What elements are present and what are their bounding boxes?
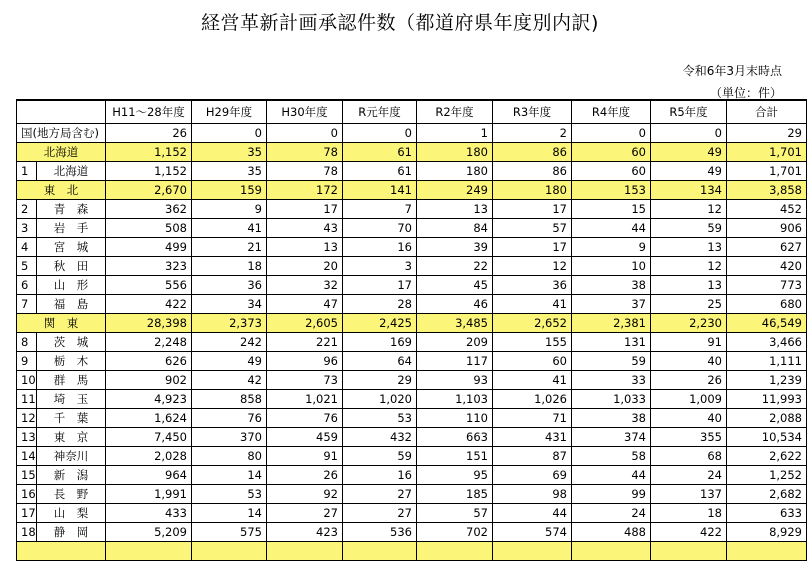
value-cell: 46	[417, 295, 493, 314]
value-cell: 41	[192, 219, 267, 238]
table-body	[17, 124, 807, 561]
value-cell: 432	[343, 428, 417, 447]
value-cell: 70	[343, 219, 417, 238]
value-cell: 17	[493, 238, 572, 257]
value-cell: 1,624	[106, 409, 192, 428]
value-cell	[651, 542, 727, 561]
value-cell: 14	[192, 504, 267, 523]
value-cell: 2,622	[727, 447, 807, 466]
region-name: 北海道	[17, 143, 106, 162]
value-cell: 15	[572, 200, 651, 219]
value-cell: 536	[343, 523, 417, 542]
value-cell	[493, 542, 572, 561]
value-cell: 4,923	[106, 390, 192, 409]
value-cell: 26	[267, 466, 343, 485]
table-row	[17, 428, 807, 447]
row-number: 7	[17, 295, 37, 314]
value-cell: 91	[651, 333, 727, 352]
value-cell: 39	[417, 238, 493, 257]
value-cell: 40	[651, 409, 727, 428]
value-cell: 180	[493, 181, 572, 200]
value-cell: 27	[343, 504, 417, 523]
value-cell: 41	[493, 295, 572, 314]
value-cell: 433	[106, 504, 192, 523]
column-header: R5年度	[651, 100, 727, 124]
value-cell: 24	[651, 466, 727, 485]
table-row	[17, 333, 807, 352]
table-row	[17, 390, 807, 409]
value-cell: 499	[106, 238, 192, 257]
value-cell: 53	[192, 485, 267, 504]
value-cell: 0	[343, 124, 417, 143]
value-cell: 3,858	[727, 181, 807, 200]
column-header: 合計	[727, 100, 807, 124]
value-cell: 71	[493, 409, 572, 428]
value-cell: 44	[572, 466, 651, 485]
value-cell: 1,239	[727, 371, 807, 390]
value-cell: 36	[192, 276, 267, 295]
value-cell: 185	[417, 485, 493, 504]
value-cell: 1,026	[493, 390, 572, 409]
value-cell: 61	[343, 143, 417, 162]
table-row	[17, 200, 807, 219]
value-cell: 431	[493, 428, 572, 447]
value-cell: 57	[417, 504, 493, 523]
table-row	[17, 485, 807, 504]
table-row	[17, 257, 807, 276]
value-cell: 10,534	[727, 428, 807, 447]
value-cell: 37	[572, 295, 651, 314]
value-cell: 28	[343, 295, 417, 314]
region-name: 東 北	[17, 181, 106, 200]
row-number: 8	[17, 333, 37, 352]
value-cell: 13	[267, 238, 343, 257]
value-cell: 556	[106, 276, 192, 295]
row-number: 10	[17, 371, 37, 390]
value-cell: 452	[727, 200, 807, 219]
table-row	[17, 162, 807, 181]
value-cell: 5,209	[106, 523, 192, 542]
value-cell: 153	[572, 181, 651, 200]
prefecture-name: 岩 手	[37, 219, 106, 238]
value-cell: 17	[343, 276, 417, 295]
value-cell: 459	[267, 428, 343, 447]
prefecture-name: 新 潟	[37, 466, 106, 485]
value-cell: 0	[267, 124, 343, 143]
value-cell: 8,929	[727, 523, 807, 542]
value-cell: 80	[192, 447, 267, 466]
value-cell: 14	[192, 466, 267, 485]
value-cell: 1,111	[727, 352, 807, 371]
value-cell: 38	[572, 276, 651, 295]
row-number: 9	[17, 352, 37, 371]
value-cell: 2,670	[106, 181, 192, 200]
region-row	[17, 542, 807, 561]
row-number: 11	[17, 390, 37, 409]
value-cell: 2,373	[192, 314, 267, 333]
value-cell: 420	[727, 257, 807, 276]
value-cell: 99	[572, 485, 651, 504]
value-cell: 46,549	[727, 314, 807, 333]
value-cell: 59	[651, 219, 727, 238]
value-cell: 773	[727, 276, 807, 295]
value-cell: 663	[417, 428, 493, 447]
region-name	[17, 542, 106, 561]
value-cell: 12	[651, 257, 727, 276]
value-cell: 49	[651, 143, 727, 162]
table-row	[17, 523, 807, 542]
value-cell: 45	[417, 276, 493, 295]
value-cell: 64	[343, 352, 417, 371]
value-cell: 9	[192, 200, 267, 219]
prefecture-name: 埼 玉	[37, 390, 106, 409]
value-cell: 1,033	[572, 390, 651, 409]
region-row	[17, 181, 807, 200]
row-number: 18	[17, 523, 37, 542]
value-cell: 32	[267, 276, 343, 295]
value-cell: 1,103	[417, 390, 493, 409]
value-cell: 1,021	[267, 390, 343, 409]
value-cell: 21	[192, 238, 267, 257]
value-cell: 60	[493, 352, 572, 371]
prefecture-name: 青 森	[37, 200, 106, 219]
value-cell: 93	[417, 371, 493, 390]
value-cell: 137	[651, 485, 727, 504]
value-cell: 633	[727, 504, 807, 523]
value-cell: 858	[192, 390, 267, 409]
value-cell: 98	[493, 485, 572, 504]
value-cell: 12	[493, 257, 572, 276]
value-cell	[572, 542, 651, 561]
value-cell: 1,009	[651, 390, 727, 409]
prefecture-name: 千 葉	[37, 409, 106, 428]
value-cell: 7	[343, 200, 417, 219]
value-cell: 58	[572, 447, 651, 466]
value-cell: 43	[267, 219, 343, 238]
value-cell: 209	[417, 333, 493, 352]
value-cell	[727, 542, 807, 561]
table-row	[17, 295, 807, 314]
value-cell: 73	[267, 371, 343, 390]
row-number: 3	[17, 219, 37, 238]
prefecture-name: 宮 城	[37, 238, 106, 257]
value-cell: 1,252	[727, 466, 807, 485]
value-cell: 16	[343, 238, 417, 257]
value-cell: 151	[417, 447, 493, 466]
unit-label: （単位：件）	[709, 86, 782, 100]
value-cell: 69	[493, 466, 572, 485]
value-cell: 221	[267, 333, 343, 352]
value-cell	[267, 542, 343, 561]
value-cell: 13	[417, 200, 493, 219]
value-cell: 78	[267, 162, 343, 181]
value-cell: 362	[106, 200, 192, 219]
value-cell: 134	[651, 181, 727, 200]
value-cell: 9	[572, 238, 651, 257]
value-cell: 18	[651, 504, 727, 523]
value-cell: 24	[572, 504, 651, 523]
value-cell: 26	[106, 124, 192, 143]
value-cell: 27	[267, 504, 343, 523]
value-cell: 2,381	[572, 314, 651, 333]
value-cell: 13	[651, 238, 727, 257]
value-cell: 575	[192, 523, 267, 542]
table-row	[17, 466, 807, 485]
value-cell	[106, 542, 192, 561]
value-cell: 49	[192, 352, 267, 371]
value-cell: 964	[106, 466, 192, 485]
row-number: 4	[17, 238, 37, 257]
national-row	[17, 124, 807, 143]
prefecture-name: 福 島	[37, 295, 106, 314]
value-cell: 76	[267, 409, 343, 428]
value-cell: 2	[493, 124, 572, 143]
value-cell: 53	[343, 409, 417, 428]
value-cell: 1,701	[727, 143, 807, 162]
value-cell: 92	[267, 485, 343, 504]
value-cell	[343, 542, 417, 561]
value-cell: 902	[106, 371, 192, 390]
value-cell: 3,466	[727, 333, 807, 352]
value-cell: 59	[343, 447, 417, 466]
value-cell: 40	[651, 352, 727, 371]
value-cell: 906	[727, 219, 807, 238]
row-number: 6	[17, 276, 37, 295]
value-cell: 86	[493, 143, 572, 162]
page-title: 経営革新計画承認件数（都道府県年度別内訳)	[201, 12, 599, 34]
row-number: 14	[17, 447, 37, 466]
value-cell: 57	[493, 219, 572, 238]
prefecture-name: 静 岡	[37, 523, 106, 542]
value-cell: 1	[417, 124, 493, 143]
value-cell: 155	[493, 333, 572, 352]
value-cell: 96	[267, 352, 343, 371]
value-cell: 422	[106, 295, 192, 314]
prefecture-name: 東 京	[37, 428, 106, 447]
row-number: 13	[17, 428, 37, 447]
value-cell: 12	[651, 200, 727, 219]
value-cell: 60	[572, 143, 651, 162]
value-cell: 87	[493, 447, 572, 466]
value-cell: 84	[417, 219, 493, 238]
value-cell: 626	[106, 352, 192, 371]
value-cell: 17	[267, 200, 343, 219]
value-cell: 33	[572, 371, 651, 390]
value-cell: 1,991	[106, 485, 192, 504]
value-cell: 17	[493, 200, 572, 219]
table-row	[17, 409, 807, 428]
value-cell: 1,152	[106, 143, 192, 162]
column-header: R3年度	[493, 100, 572, 124]
column-header: H11～28年度	[106, 100, 192, 124]
prefecture-name: 神奈川	[37, 447, 106, 466]
value-cell: 49	[651, 162, 727, 181]
value-cell: 28,398	[106, 314, 192, 333]
prefecture-name: 栃 木	[37, 352, 106, 371]
value-cell: 0	[651, 124, 727, 143]
value-cell: 2,652	[493, 314, 572, 333]
value-cell: 169	[343, 333, 417, 352]
value-cell: 1,020	[343, 390, 417, 409]
column-header: R元年度	[343, 100, 417, 124]
value-cell: 76	[192, 409, 267, 428]
value-cell: 47	[267, 295, 343, 314]
prefecture-name: 山 形	[37, 276, 106, 295]
value-cell: 180	[417, 162, 493, 181]
value-cell: 423	[267, 523, 343, 542]
value-cell: 680	[727, 295, 807, 314]
value-cell: 0	[572, 124, 651, 143]
row-number: 15	[17, 466, 37, 485]
column-header: R4年度	[572, 100, 651, 124]
value-cell: 13	[651, 276, 727, 295]
row-number: 12	[17, 409, 37, 428]
value-cell: 374	[572, 428, 651, 447]
value-cell: 35	[192, 162, 267, 181]
value-cell: 117	[417, 352, 493, 371]
region-row	[17, 314, 807, 333]
table-row	[17, 352, 807, 371]
table-row	[17, 371, 807, 390]
prefecture-name: 山 梨	[37, 504, 106, 523]
column-header: H29年度	[192, 100, 267, 124]
value-cell: 16	[343, 466, 417, 485]
value-cell: 95	[417, 466, 493, 485]
value-cell: 91	[267, 447, 343, 466]
value-cell: 422	[651, 523, 727, 542]
value-cell: 27	[343, 485, 417, 504]
value-cell: 172	[267, 181, 343, 200]
prefecture-name: 秋 田	[37, 257, 106, 276]
value-cell: 110	[417, 409, 493, 428]
value-cell	[192, 542, 267, 561]
value-cell: 323	[106, 257, 192, 276]
row-number: 16	[17, 485, 37, 504]
value-cell: 11,993	[727, 390, 807, 409]
value-cell: 7,450	[106, 428, 192, 447]
row-number: 5	[17, 257, 37, 276]
column-header: H30年度	[267, 100, 343, 124]
value-cell: 20	[267, 257, 343, 276]
prefecture-name: 茨 城	[37, 333, 106, 352]
value-cell: 3,485	[417, 314, 493, 333]
value-cell: 36	[493, 276, 572, 295]
value-cell: 249	[417, 181, 493, 200]
value-cell: 1,701	[727, 162, 807, 181]
table-row	[17, 504, 807, 523]
table-row	[17, 447, 807, 466]
value-cell: 29	[727, 124, 807, 143]
value-cell: 61	[343, 162, 417, 181]
value-cell: 2,088	[727, 409, 807, 428]
value-cell: 2,028	[106, 447, 192, 466]
value-cell: 68	[651, 447, 727, 466]
value-cell: 1,152	[106, 162, 192, 181]
value-cell: 180	[417, 143, 493, 162]
value-cell: 10	[572, 257, 651, 276]
value-cell: 627	[727, 238, 807, 257]
row-number: 17	[17, 504, 37, 523]
value-cell: 78	[267, 143, 343, 162]
value-cell: 44	[572, 219, 651, 238]
table-row	[17, 276, 807, 295]
value-cell: 2,248	[106, 333, 192, 352]
table-row	[17, 238, 807, 257]
table-header-row	[17, 100, 807, 124]
value-cell: 131	[572, 333, 651, 352]
value-cell: 242	[192, 333, 267, 352]
value-cell: 2,605	[267, 314, 343, 333]
value-cell: 26	[651, 371, 727, 390]
value-cell: 2,425	[343, 314, 417, 333]
approval-count-table	[16, 99, 807, 561]
national-label: 国(地方局含む)	[17, 124, 106, 143]
value-cell: 508	[106, 219, 192, 238]
row-number: 2	[17, 200, 37, 219]
value-cell: 141	[343, 181, 417, 200]
value-cell: 2,230	[651, 314, 727, 333]
value-cell: 34	[192, 295, 267, 314]
column-header: R2年度	[417, 100, 493, 124]
value-cell: 18	[192, 257, 267, 276]
value-cell: 355	[651, 428, 727, 447]
value-cell: 702	[417, 523, 493, 542]
value-cell: 0	[192, 124, 267, 143]
value-cell: 59	[572, 352, 651, 371]
row-number: 1	[17, 162, 37, 181]
value-cell: 488	[572, 523, 651, 542]
region-name: 関 東	[17, 314, 106, 333]
value-cell: 60	[572, 162, 651, 181]
value-cell: 2,682	[727, 485, 807, 504]
prefecture-name: 北海道	[37, 162, 106, 181]
value-cell: 44	[493, 504, 572, 523]
as-of-date: 令和6年3月末時点	[682, 64, 782, 78]
value-cell	[417, 542, 493, 561]
value-cell: 35	[192, 143, 267, 162]
value-cell: 29	[343, 371, 417, 390]
value-cell: 86	[493, 162, 572, 181]
value-cell: 38	[572, 409, 651, 428]
value-cell: 159	[192, 181, 267, 200]
value-cell: 41	[493, 371, 572, 390]
header-corner-cell	[17, 100, 106, 124]
value-cell: 42	[192, 371, 267, 390]
value-cell: 25	[651, 295, 727, 314]
table-row	[17, 219, 807, 238]
prefecture-name: 群 馬	[37, 371, 106, 390]
value-cell: 3	[343, 257, 417, 276]
value-cell: 574	[493, 523, 572, 542]
value-cell: 370	[192, 428, 267, 447]
prefecture-name: 長 野	[37, 485, 106, 504]
region-row	[17, 143, 807, 162]
value-cell: 22	[417, 257, 493, 276]
